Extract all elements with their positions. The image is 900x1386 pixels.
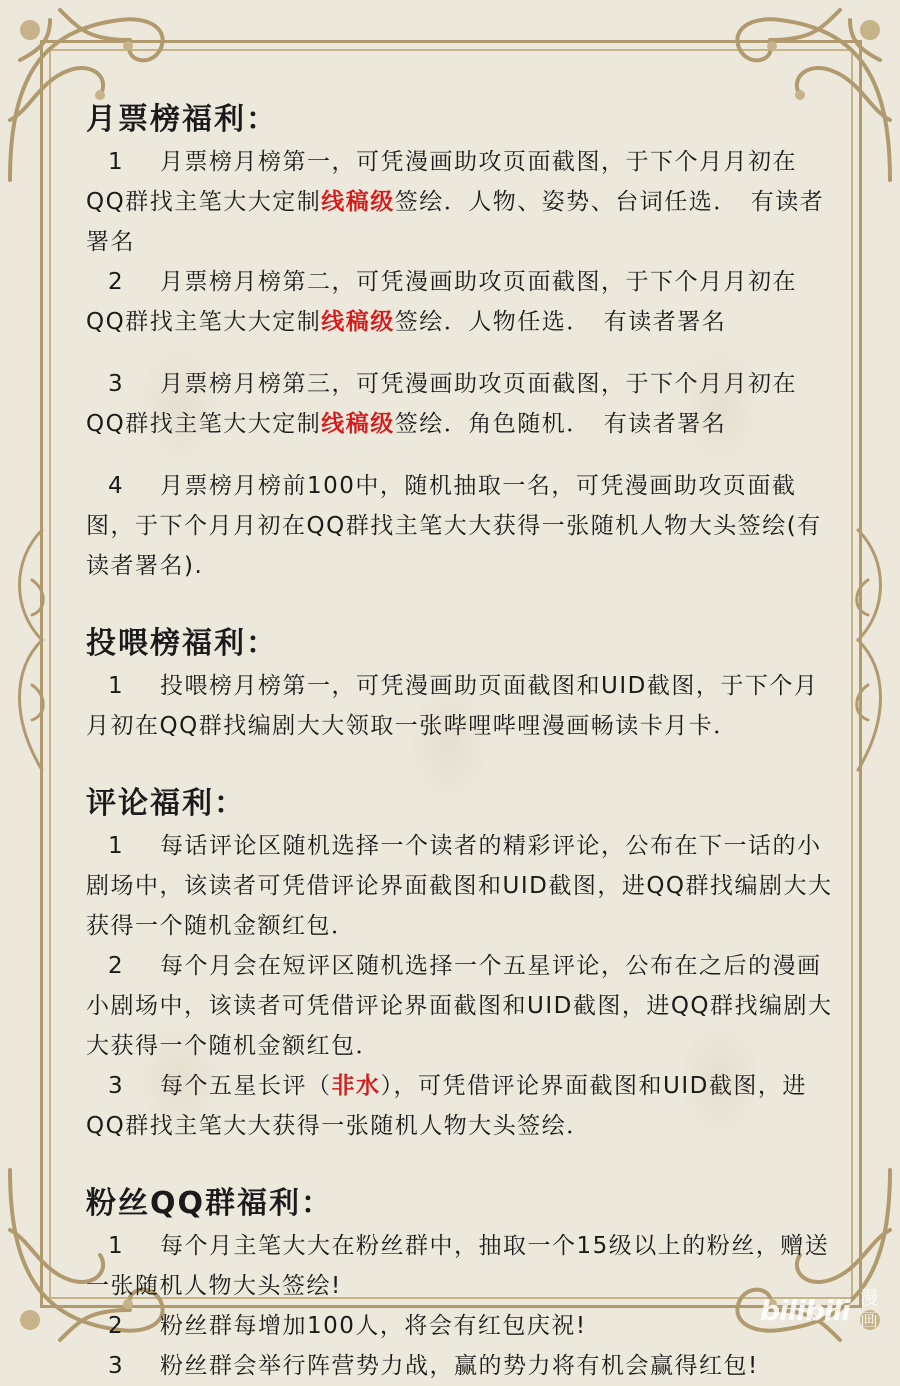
section-feeding-rank [86,622,836,746]
highlight-text: 线稿级 [321,309,395,335]
section-heading: 粉丝QQ群福利： [86,1186,334,1221]
list-item: 3 月票榜月榜第三，可凭漫画助攻页面截图，于下个月月初在QQ群找主笔大大定制线稿级签绘．角色随机． 有读者署名 [86,371,797,437]
highlight-text: 线稿级 [321,411,395,437]
list-item: 2 每个月会在短评区随机选择一个五星评论，公布在之后的漫画小剧场中，该读者可凭借评论界面截图和UID截图，进QQ群找编剧大大获得一个随机金额红包． [86,953,833,1059]
watermark-label: 漫画 [860,1288,878,1331]
list-item: 1 月票榜月榜第一，可凭漫画助攻页面截图，于下个月月初在QQ群找主笔大大定制线稿级签绘．人物、姿势、台词任选． 有读者署名 [86,149,825,255]
ornament-scroll-icon [2,520,62,780]
list-item: 4 月票榜月榜前100中，随机抽取一名，可凭漫画助攻页面截图，于下个月月初在QQ群找主笔大大获得一张随机人物大头签绘(有读者署名). [86,473,822,579]
list-item: 3 每个五星长评（非水），可凭借评论界面截图和UID截图，进QQ群找主笔大大获得一张随机人物大头签绘． [86,1073,807,1139]
section-comments [86,782,836,1146]
section-monthly-ticket [86,98,836,586]
list-item: 2 粉丝群每增加100人，将会有红包庆祝! [108,1313,587,1339]
list-item: 1 投喂榜月榜第一，可凭漫画助页面截图和UID截图，于下个月月初在QQ群找编剧大大领取一张哔哩哔哩漫画畅读卡月卡． [86,673,819,739]
list-item: 1 每个月主笔大大在粉丝群中，抽取一个15级以上的粉丝，赠送一张随机人物大头签绘! [86,1233,830,1299]
highlight-text: 非水 [331,1073,381,1099]
list-item: 3 粉丝群会举行阵营势力战，赢的势力将有机会赢得红包! [108,1353,759,1379]
list-item: 2 月票榜月榜第二，可凭漫画助攻页面截图，于下个月月初在QQ群找主笔大大定制线稿级签绘．人物任选． 有读者署名 [86,269,797,335]
section-heading: 投喂榜福利： [86,626,278,661]
section-fan-group [86,1182,836,1386]
bilibili-manga-watermark [760,1288,880,1334]
highlight-text: 线稿级 [321,189,395,215]
bilibili-logo: bilibili [760,1294,850,1327]
list-item: 1 每话评论区随机选择一个读者的精彩评论，公布在下一话的小剧场中，该读者可凭借评论界面截图和UID截图，进QQ群找编剧大大获得一个随机金额红包． [86,833,833,939]
section-heading: 月票榜福利： [86,102,278,137]
ornament-scroll-icon [838,520,898,780]
benefits-notice [86,98,836,1386]
section-heading: 评论福利： [86,786,246,821]
